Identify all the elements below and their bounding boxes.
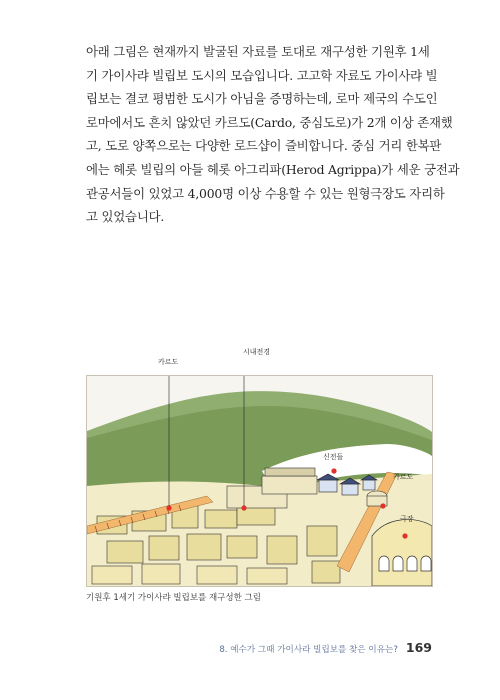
body-line: 고, 도로 양쪽으로는 다양한 로드샵이 즐비합니다. 중심 거리 한복판 bbox=[86, 138, 442, 154]
city-illustration-svg bbox=[87, 376, 432, 586]
label-temple: 신전들 bbox=[323, 453, 344, 461]
theater-building bbox=[372, 519, 432, 586]
label-cardo-right: 카르도 bbox=[393, 473, 414, 481]
figure-caption: 기원후 1세기 가이사랴 빌립보를 재구성한 그림 bbox=[86, 593, 261, 603]
marker-theater bbox=[402, 533, 407, 538]
marker-cardo-left bbox=[166, 505, 171, 510]
marker-temple bbox=[331, 468, 336, 473]
page-number: 169 bbox=[405, 640, 432, 655]
body-line: 로마에서도 흔치 않았던 카르도(Cardo, 중심도로)가 2개 이상 존재했 bbox=[86, 114, 453, 130]
chapter-title: 8. 예수가 그때 가이사라 빌립보를 찾은 이유는? bbox=[219, 645, 398, 655]
label-cardo-left: 카르도 bbox=[158, 358, 179, 366]
body-line: 아래 그림은 현재까지 발굴된 자료를 토대로 재구성한 기원후 1세 bbox=[86, 44, 430, 59]
label-city-view: 시내전경 bbox=[243, 348, 271, 356]
body-line: 관공서들이 있었고 4,000명 이상 수용할 수 있는 원형극장도 자리하 bbox=[86, 185, 445, 201]
body-line: 립보는 결코 평범한 도시가 아님을 증명하는데, 로마 제국의 수도인 bbox=[86, 91, 438, 107]
page-footer bbox=[219, 640, 432, 655]
body-line: 에는 헤롯 빌립의 아들 헤롯 아그리파(Herod Agrippa)가 세운 궁전과 bbox=[86, 161, 460, 177]
body-line: 고 있었습니다. bbox=[86, 209, 165, 225]
marker-cardo-right bbox=[380, 503, 385, 508]
city-reconstruction-illustration bbox=[86, 375, 433, 587]
marker-city-view bbox=[241, 505, 246, 510]
body-line: 기 가이사랴 빌립보 도시의 모습입니다. 고고학 자료도 가이사랴 빌 bbox=[86, 67, 438, 83]
label-theater: 극장 bbox=[400, 515, 414, 523]
body-paragraph bbox=[86, 40, 460, 229]
